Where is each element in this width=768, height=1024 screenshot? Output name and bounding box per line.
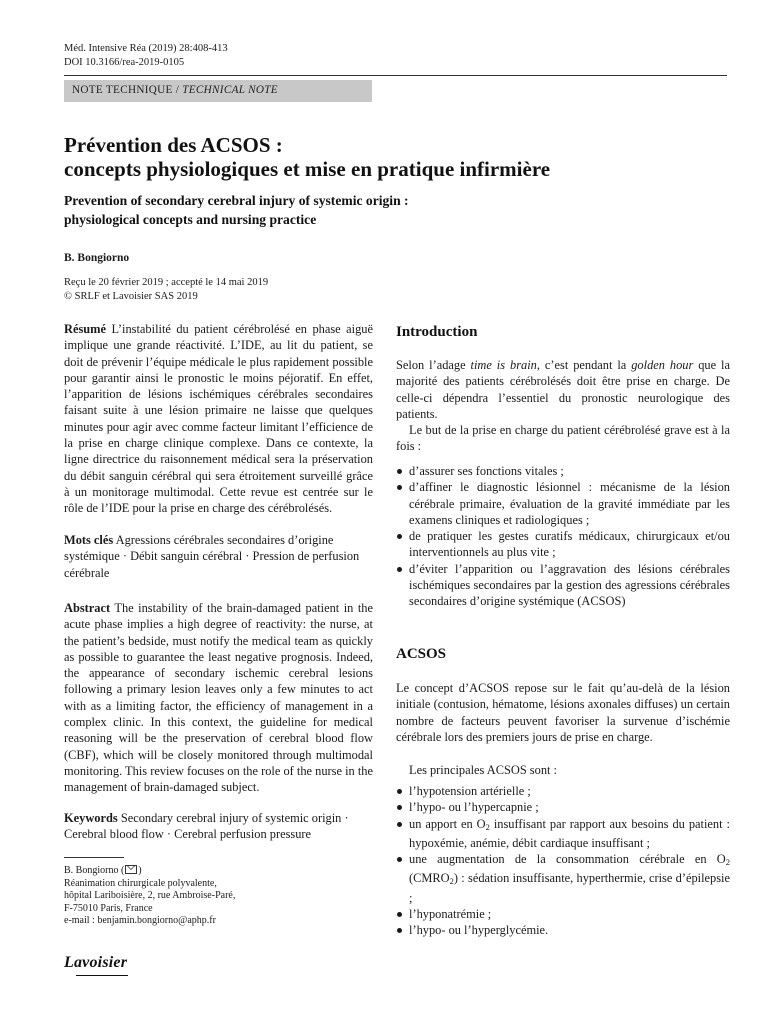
article-title bbox=[64, 133, 550, 181]
article-title-english bbox=[64, 192, 409, 229]
list-item: l’hypotension artérielle ; bbox=[396, 783, 730, 799]
footnote-affiliation-1: Réanimation chirurgicale polyvalente, bbox=[64, 877, 217, 889]
list-item: un apport en $O_2$ insuffisant par rapport aux besoins du patient : hypoxémie, anémie, débit cardiaque insuffisant ; bbox=[396, 816, 730, 852]
journal-header bbox=[64, 42, 228, 69]
list-item: l’hypo- ou l’hyperglycémie. bbox=[396, 922, 730, 938]
logo-underline bbox=[76, 975, 128, 976]
abstract-text: The instability of the brain-damaged patient in the acute phase implies a high degree of reactivity: the nurse, at the patient’s bedside, must notify the medical team as quickly as possible to guarantee the least negative prognosis. Indeed, the appearance of secondary ischemic cerebral lesions following a primary lesion leaves only a few minutes to act with as a limiting factor, the efficiency of management in a complex clinic. In this context, the guideline for medical reasoning will be the preservation of cerebral blood flow (CBF), which will be closely monitored through multimodal monitoring. This review focuses on the role of the nurse in the management of brain-damaged subject. bbox=[64, 601, 373, 795]
note-type-fr: NOTE TECHNIQUE / bbox=[72, 84, 183, 96]
acsos-paragraph-1: Le concept d’ACSOS repose sur le fait qu’au-delà de la lésion initiale (contusion, hématome, lésions axonales diffuses) un certain nombre de facteurs peuvent favoriser la survenue d’ischémie cérébrale lors des premiers jours de prise en charge. bbox=[396, 681, 730, 744]
keywords-label: Keywords bbox=[64, 811, 118, 825]
mots-cles-paragraph bbox=[64, 532, 373, 581]
footnote-affiliation-2: hôpital Lariboisière, 2, rue Ambroise-Paré, bbox=[64, 890, 236, 901]
keywords-paragraph bbox=[64, 810, 373, 843]
list-item: de pratiquer les gestes curatifs médicaux, chirurgicaux et/ou interventionnels au plus vite ; bbox=[396, 528, 730, 561]
copyright: © SRLF et Lavoisier SAS 2019 bbox=[64, 290, 198, 302]
footnote-rule bbox=[64, 857, 124, 858]
mots-cles-text: Agressions cérébrales secondaires d’origine systémique · Débit sanguin cérébral · Pression de perfusion cérébrale bbox=[64, 533, 360, 580]
list-item: l’hyponatrémie ; bbox=[396, 906, 730, 922]
footnote-email: e-mail : benjamin.bongiorno@aphp.fr bbox=[64, 915, 216, 926]
english-title-line-1: Prevention of secondary cerebral injury of systemic origin : bbox=[64, 193, 409, 208]
envelope-icon bbox=[125, 865, 137, 874]
received-accepted-dates: Reçu le 20 février 2019 ; accepté le 14 mai 2019 bbox=[64, 277, 269, 288]
resume-label: Résumé bbox=[64, 322, 106, 336]
author-footnote bbox=[64, 865, 235, 928]
lavoisier-logo: Lavoisier bbox=[64, 954, 128, 971]
resume-text: L’instabilité du patient cérébrolésé en phase aiguë implique une grande réactivité. L’IDE, au lit du patient, se doit de prévenir l’équipe médicale le plus rapidement possible pour garantir ainsi le pronostic le moins péjoratif. En effet, l’apparition de lésions ischémiques cérébrales secondaires faisant suite à une lésion primaire ne laisse que quelques minutes pour agir avec comme facteur limitant l’efficience de la prise en charge clinique complexe. Dans ce contexte, la ligne directrice du raisonnement médical sera la préservation du débit sanguin cérébral qui sera étroitement surveillé grâce à un monitorage multimodal. Cette revue est centrée sur le rôle de l’IDE pour la prise en charge des cérébrolésés. bbox=[64, 322, 373, 516]
acsos-bullet-list bbox=[396, 783, 730, 939]
footnote-author: B. Bongiorno ( ) bbox=[64, 865, 142, 876]
keywords-text: Secondary cerebral injury of systemic origin · Cerebral blood flow · Cerebral perfusion pressure bbox=[64, 811, 349, 842]
note-type bbox=[72, 84, 278, 96]
list-item: d’éviter l’apparition ou l’aggravation des lésions cérébrales ischémiques secondaires par la gestion des agressions cérébrales secondaires d’origine systémique (ACSOS) bbox=[396, 561, 730, 610]
acsos-paragraph-2: Les principales ACSOS sont : bbox=[409, 763, 557, 777]
list-item: d’assurer ses fonctions vitales ; bbox=[396, 463, 730, 479]
acsos-heading: ACSOS bbox=[396, 646, 447, 662]
list-item: d’affiner le diagnostic lésionnel : mécanisme de la lésion cérébrale primaire, évaluation de la gravité immédiate par les examens cliniques et radiologiques ; bbox=[396, 479, 730, 528]
footnote-affiliation-3: F-75010 Paris, France bbox=[64, 902, 153, 914]
mots-cles-label: Mots clés bbox=[64, 533, 114, 547]
english-title-line-2: physiological concepts and nursing practice bbox=[64, 211, 317, 227]
header-rule bbox=[64, 75, 727, 76]
list-item: l’hypo- ou l’hypercapnie ; bbox=[396, 799, 730, 815]
abstract-label: Abstract bbox=[64, 601, 111, 615]
abstract-paragraph bbox=[64, 600, 373, 796]
introduction-heading: Introduction bbox=[396, 324, 478, 340]
introduction-bullet-list bbox=[396, 463, 730, 610]
author: B. Bongiorno bbox=[64, 252, 130, 264]
dates-block bbox=[64, 276, 268, 303]
doi: DOI 10.3166/rea-2019-0105 bbox=[64, 56, 185, 68]
title-line-1: Prévention des ACSOS : bbox=[64, 133, 283, 157]
introduction-paragraph-1: Selon l’adage time is brain, c’est pendant la golden hour que la majorité des patients cérébrolésés doit être prise en charge. De celle-ci dépendra l’essentiel du pronostic neurologique des patients. bbox=[396, 358, 730, 421]
resume-paragraph bbox=[64, 321, 373, 517]
list-item: une augmentation de la consommation cérébrale en $O_2$ $(CMRO_2)$ : sédation insuffisante, hyperthermie, crise d’épilepsie ; bbox=[396, 851, 730, 906]
note-type-en: TECHNICAL NOTE bbox=[182, 84, 278, 96]
introduction-paragraph-2: Le but de la prise en charge du patient cérébrolésé grave est à la fois : bbox=[396, 423, 730, 454]
journal-citation: Méd. Intensive Réa (2019) 28:408-413 bbox=[64, 43, 228, 54]
title-line-2: concepts physiologiques et mise en pratique infirmière bbox=[64, 157, 551, 181]
